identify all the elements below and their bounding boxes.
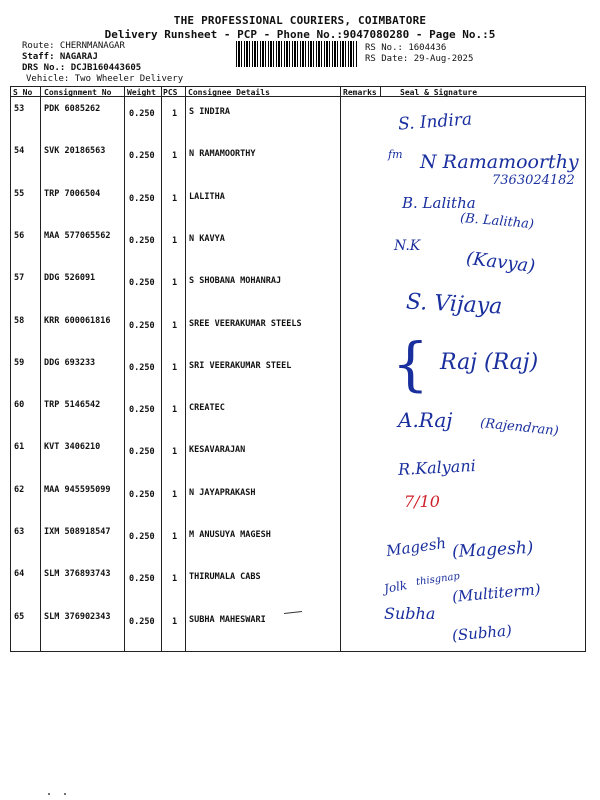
col-header-weight: Weight (127, 88, 156, 97)
signature-a-raj: A.Raj (398, 408, 453, 432)
table-row (10, 99, 586, 141)
cell-consignment: MAA 945595099 (44, 484, 111, 495)
document-title: THE PROFESSIONAL COURIERS, COIMBATORE (173, 14, 427, 27)
cell-weight: 0.250 (129, 405, 155, 416)
signature-brace: { (392, 330, 429, 398)
signature-raj: Raj (Raj) (440, 350, 539, 375)
cell-consignment: DDG 693233 (44, 357, 96, 368)
signature-rajendran-bracket: (Rajendran) (479, 415, 560, 440)
cell-consignee: SUBHA MAHESWARI (189, 614, 266, 625)
cell-sno: 55 (14, 188, 25, 199)
signature-magesh: Magesh (385, 533, 448, 561)
col-header-consignee: Consignee Details (188, 88, 270, 97)
cell-pcs: 1 (172, 278, 178, 289)
cell-consignment: PDK 6085262 (44, 104, 101, 114)
cell-sno: 58 (14, 315, 25, 326)
cell-consignment: TRP 7006504 (44, 188, 101, 199)
signature-s-vijaya: S. Vijaya (405, 289, 503, 320)
signature-multiterm-bracket: (Multiterm) (451, 580, 542, 606)
signature-s-indira: S. Indira (397, 109, 473, 135)
signature-mark-initial: fm (388, 148, 403, 161)
cell-pcs: 1 (172, 447, 178, 458)
cell-consignment: DDG 526091 (44, 273, 96, 284)
cell-consignee: S INDIRA (189, 107, 230, 117)
cell-consignee: N RAMAMOORTHY (189, 149, 256, 160)
rs-date: RS Date: 29-Aug-2025 (365, 54, 474, 64)
cell-consignment: TRP 5146542 (44, 400, 101, 411)
cell-sno: 62 (14, 484, 25, 495)
cell-sno: 65 (14, 611, 25, 622)
cell-weight: 0.250 (129, 320, 155, 331)
table-row (10, 480, 586, 522)
cell-consignee: LALITHA (189, 191, 225, 202)
signature-subha-bracket: (Subha) (451, 621, 513, 645)
cell-consignee: N JAYAPRAKASH (189, 487, 256, 498)
cell-pcs: 1 (172, 109, 178, 119)
cell-pcs: 1 (172, 151, 178, 162)
cell-weight: 0.250 (129, 109, 155, 119)
stray-mark (48, 793, 50, 795)
cell-pcs: 1 (172, 574, 178, 585)
cell-sno: 54 (14, 146, 25, 157)
barcode-image (236, 41, 358, 67)
cell-consignee: M ANUSUYA MAGESH (189, 530, 271, 540)
drs-label: DRS No.: DCJB160443605 (22, 63, 142, 73)
cell-pcs: 1 (172, 193, 178, 204)
col-header-signature: Seal & Signature (400, 88, 478, 97)
signature-r-kalyani: R.Kalyani (397, 455, 477, 480)
cell-sno: 61 (14, 442, 25, 453)
cell-weight: 0.250 (129, 447, 155, 458)
signature-nk: N.K (394, 238, 421, 254)
cell-weight: 0.250 (129, 235, 155, 246)
red-mark-note: 7/10 (404, 492, 440, 511)
cell-consignment: MAA 577065562 (44, 230, 111, 241)
cell-weight: 0.250 (129, 574, 155, 585)
route-label: Route: CHERNMANAGAR (22, 41, 125, 51)
signature-kavya-bracket: (Kavya) (464, 247, 537, 278)
signature-small-scribble: thisgnap (415, 570, 461, 589)
cell-consignee: S SHOBANA MOHANRAJ (189, 276, 282, 287)
cell-weight: 0.250 (129, 532, 155, 542)
cell-pcs: 1 (172, 320, 178, 331)
cell-weight: 0.250 (129, 278, 155, 289)
cell-consignment: KVT 3406210 (44, 442, 101, 453)
cell-consignment: IXM 508918547 (44, 527, 111, 537)
signature-scribble-mark: Jolk (382, 578, 409, 596)
col-header-remarks: Remarks (343, 88, 377, 97)
cell-consignment: SLM 376902343 (44, 611, 111, 622)
cell-sno: 53 (14, 104, 25, 114)
cell-pcs: 1 (172, 405, 178, 416)
cell-consignee: N KAVYA (189, 233, 225, 244)
cell-consignment: SVK 20186563 (44, 146, 106, 157)
cell-sno: 60 (14, 400, 25, 411)
cell-consignee: CREATEC (189, 403, 225, 414)
col-header-pcs: PCS (163, 88, 178, 97)
cell-consignee: SRI VEERAKUMAR STEEL (189, 360, 292, 371)
cell-sno: 56 (14, 230, 25, 241)
staff-label: Staff: NAGARAJ (22, 52, 98, 62)
cell-sno: 63 (14, 527, 25, 537)
signature-lalitha-bracket: (B. Lalitha) (459, 210, 535, 233)
cell-pcs: 1 (172, 362, 178, 373)
col-header-sno: S No (13, 88, 33, 97)
signature-magesh-bracket: (Magesh) (451, 537, 534, 563)
cell-pcs: 1 (172, 489, 178, 500)
document-subtitle: Delivery Runsheet - PCP - Phone No.:9047080280 - Page No.:5 (104, 28, 496, 41)
cell-consignment: SLM 376893743 (44, 569, 111, 580)
col-header-consignment: Consignment No (44, 88, 112, 97)
cell-pcs: 1 (172, 532, 178, 542)
cell-consignee: KESAVARAJAN (189, 445, 246, 456)
cell-weight: 0.250 (129, 151, 155, 162)
stray-mark (64, 793, 66, 795)
cell-consignee: THIRUMALA CABS (189, 572, 261, 583)
cell-weight: 0.250 (129, 489, 155, 500)
cell-pcs: 1 (172, 616, 178, 627)
cell-consignee: SREE VEERAKUMAR STEELS (189, 318, 302, 329)
cell-pcs: 1 (172, 235, 178, 246)
cell-sno: 59 (14, 357, 25, 368)
signature-b-lalitha: B. Lalitha (402, 194, 476, 212)
signature-subha: Subha (384, 604, 436, 623)
cell-weight: 0.250 (129, 362, 155, 373)
cell-consignment: KRR 600061816 (44, 315, 111, 326)
cell-weight: 0.250 (129, 616, 155, 627)
handwritten-phone-number: 7363024182 (492, 173, 575, 188)
vehicle-label: Vehicle: Two Wheeler Delivery (26, 74, 184, 84)
cell-sno: 64 (14, 569, 25, 580)
table-row (10, 437, 586, 479)
signature-n-ramamoorthy: N Ramamoorthy (420, 151, 579, 173)
rs-number: RS No.: 1604436 (365, 43, 447, 53)
cell-sno: 57 (14, 273, 25, 284)
cell-weight: 0.250 (129, 193, 155, 204)
